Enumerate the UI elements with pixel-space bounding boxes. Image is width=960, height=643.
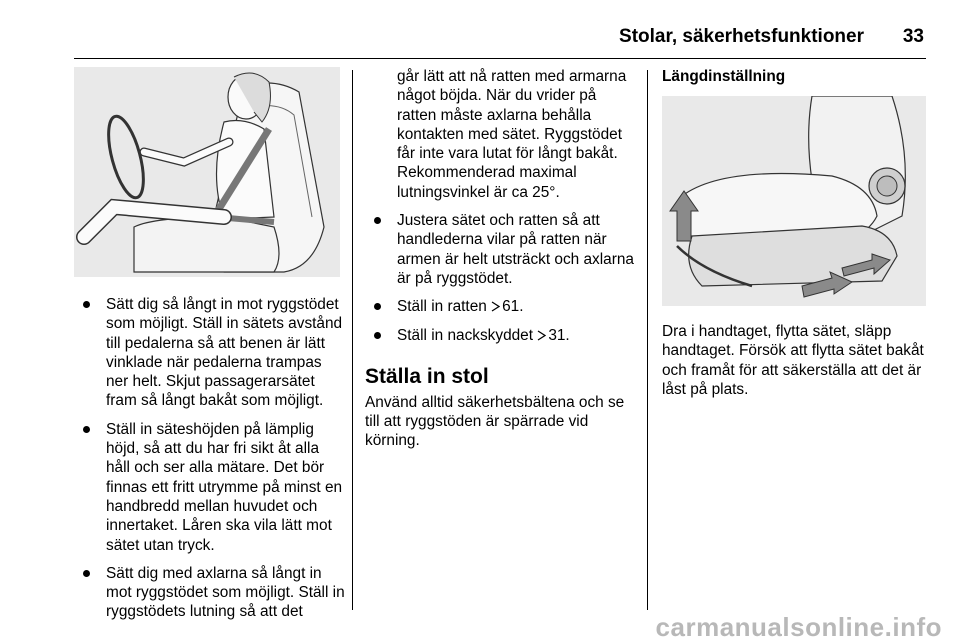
column-divider-2: [647, 70, 648, 610]
section-text: Använd alltid säkerhetsbältena och se till att ryggstöden är spärrade vid körning.: [365, 393, 625, 450]
column-divider-1: [352, 70, 353, 610]
page-reference[interactable]: 61.: [502, 298, 524, 316]
page-reference-icon: [537, 330, 546, 341]
page-title: Stolar, säkerhetsfunktioner: [619, 26, 864, 47]
list-item: Justera sätet och ratten så att handlederna vilar på ratten när armen är helt utsträckt och axlarna är på ryggstödet.: [365, 211, 637, 288]
page-number: 33: [902, 26, 924, 47]
left-bullet-list: [74, 295, 346, 622]
list-item: Ställ in nackskyddet 31.: [365, 326, 637, 345]
continued-text: går lätt att nå ratten med armarna något böjda. När du vrider på ratten måste axlarna behålla kontakten med sätet. Ryggstödet får inte vara lutat för långt bakåt. Rekommenderad maximal lutningsvinkel är ca 25°.: [397, 68, 627, 201]
section-heading: Ställa in stol: [365, 364, 489, 388]
middle-column: [365, 67, 637, 451]
right-column-text: [662, 322, 928, 399]
list-item: Ställ in ratten 61.: [365, 297, 637, 316]
page-reference[interactable]: 31.: [548, 326, 570, 344]
subheading: Längdinställning: [662, 68, 786, 85]
page-reference-icon: [491, 301, 500, 312]
list-item: Ställ in säteshöjden på lämplig höjd, så att du har fri sikt åt alla håll och ser alla mätare. Det bör finnas ett fritt utrymme på minst en handbredd mellan huvudet och innertaket. Låren ska vila lätt mot sätet utan tryck.: [74, 420, 346, 555]
middle-bullet-list: [365, 211, 637, 345]
right-column: [662, 67, 928, 94]
watermark: carmanualsonline.info: [655, 612, 942, 642]
driver-seating-illustration: [74, 67, 340, 277]
list-item: Sätt dig med axlarna så långt in mot ryggstödet som möjligt. Ställ in ryggstödets lutning så att det: [74, 564, 346, 622]
seat-adjustment-illustration: [662, 96, 926, 306]
left-column: [74, 295, 346, 631]
list-item: Sätt dig så långt in mot ryggstödet som möjligt. Ställ in sätets avstånd till pedalerna så att benen är lätt vinklade när pedalerna trampas ner helt. Skjut passagerarsätet fram så långt bakåt som möjligt.: [74, 295, 346, 411]
instruction-text: Dra i handtaget, flytta sätet, släpp handtaget. Försök att flytta sätet bakåt och framåt för att säkerställa att det är låst på plats.: [662, 323, 924, 398]
header-rule: [74, 58, 926, 59]
